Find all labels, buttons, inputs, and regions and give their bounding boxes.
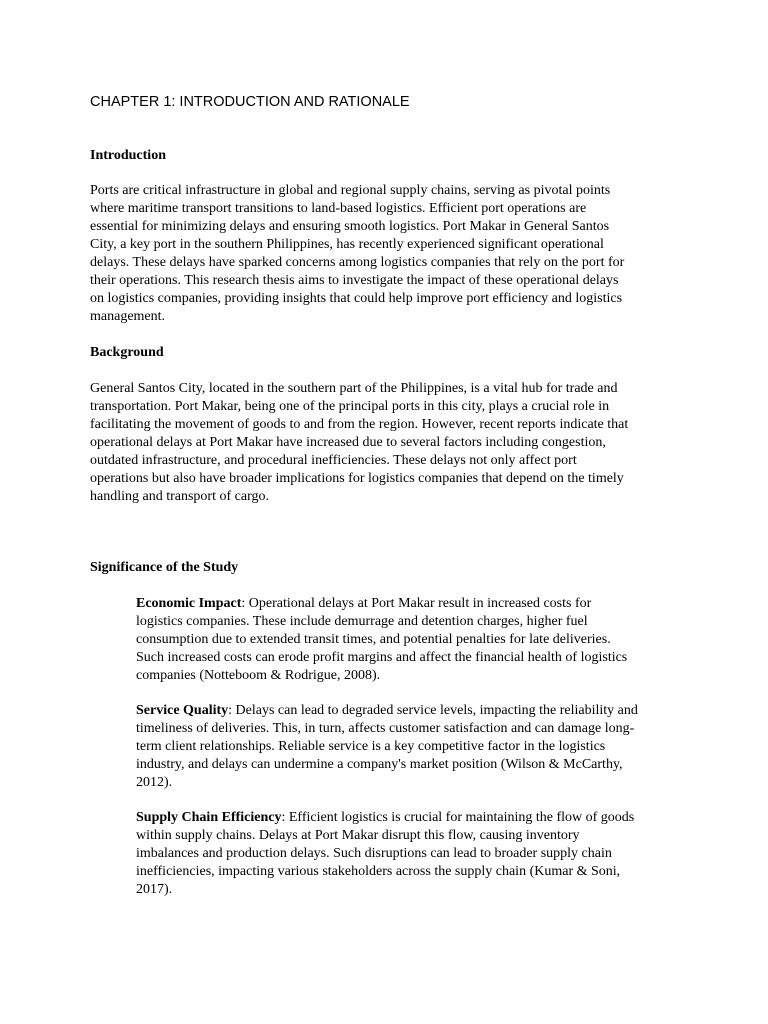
significance-item-economic-impact xyxy=(136,595,681,685)
background-paragraph xyxy=(90,380,680,506)
text-line: consumption due to extended transit times, and potential penalties for late deliveries. xyxy=(136,632,611,647)
text-line: operations but also have broader implications for logistics companies that depend on the timely xyxy=(90,471,624,486)
text-line: their operations. This research thesis aims to investigate the impact of these operational delays xyxy=(90,273,619,288)
text-line: General Santos City, located in the southern part of the Philippines, is a vital hub for trade and xyxy=(90,381,618,396)
text-line xyxy=(136,595,681,613)
text-line: outdated infrastructure, and procedural inefficiencies. These delays not only affect port xyxy=(90,453,577,468)
text-line: inefficiencies, impacting various stakeholders across the supply chain (Kumar & Soni, xyxy=(136,864,621,879)
text-line: delays. These delays have sparked concerns among logistics companies that rely on the port for xyxy=(90,255,625,270)
text-line: 2017). xyxy=(136,882,173,897)
text-line: 2012). xyxy=(136,775,173,790)
text-line: within supply chains. Delays at Port Makar disrupt this flow, causing inventory xyxy=(136,828,580,843)
introduction-paragraph xyxy=(90,182,680,326)
text-line: management. xyxy=(90,309,166,324)
chapter-title: CHAPTER 1: INTRODUCTION AND RATIONALE xyxy=(90,94,410,110)
text-line: City, a key port in the southern Philippines, has recently experienced significant operational xyxy=(90,237,604,252)
item-term: Service Quality xyxy=(136,703,229,718)
text-line: term client relationships. Reliable service is a key competitive factor in the logistics xyxy=(136,739,606,754)
introduction-heading: Introduction xyxy=(90,148,166,163)
text-line: where maritime transport transitions to land-based logistics. Efficient port operations are xyxy=(90,201,587,216)
item-text: : Delays can lead to degraded service levels, impacting the reliability and xyxy=(228,703,638,718)
text-line: transportation. Port Makar, being one of the principal ports in this city, plays a crucial role in xyxy=(90,399,610,414)
text-line: operational delays at Port Makar have increased due to several factors including congestion, xyxy=(90,435,606,450)
significance-item-supply-chain-efficiency xyxy=(136,809,681,899)
text-line: Ports are critical infrastructure in global and regional supply chains, serving as pivotal points xyxy=(90,183,611,198)
text-line: imbalances and production delays. Such disruptions can lead to broader supply chain xyxy=(136,846,612,861)
text-line: facilitating the movement of goods to and from the region. However, recent reports indicate that xyxy=(90,417,629,432)
text-line xyxy=(136,702,681,720)
text-line: essential for minimizing delays and ensuring smooth logistics. Port Makar in General Santos xyxy=(90,219,610,234)
item-text: : Operational delays at Port Makar result in increased costs for xyxy=(241,596,592,611)
item-term: Economic Impact xyxy=(136,596,242,611)
text-line: handling and transport of cargo. xyxy=(90,489,269,504)
significance-heading: Significance of the Study xyxy=(90,560,239,575)
item-term: Supply Chain Efficiency xyxy=(136,810,282,825)
text-line xyxy=(136,809,681,827)
text-line: Such increased costs can erode profit margins and affect the financial health of logistics xyxy=(136,650,628,665)
item-text: : Efficient logistics is crucial for maintaining the flow of goods xyxy=(281,810,635,825)
background-heading: Background xyxy=(90,345,164,360)
text-line: industry, and delays can undermine a company's market position (Wilson & McCarthy, xyxy=(136,757,623,772)
text-line: timeliness of deliveries. This, in turn, affects customer satisfaction and can damage long- xyxy=(136,721,635,736)
text-line: companies (Notteboom & Rodrigue, 2008). xyxy=(136,668,381,683)
text-line: logistics companies. These include demurrage and detention charges, higher fuel xyxy=(136,614,588,629)
text-line: on logistics companies, providing insights that could help improve port efficiency and logistics xyxy=(90,291,623,306)
significance-item-service-quality xyxy=(136,702,681,792)
